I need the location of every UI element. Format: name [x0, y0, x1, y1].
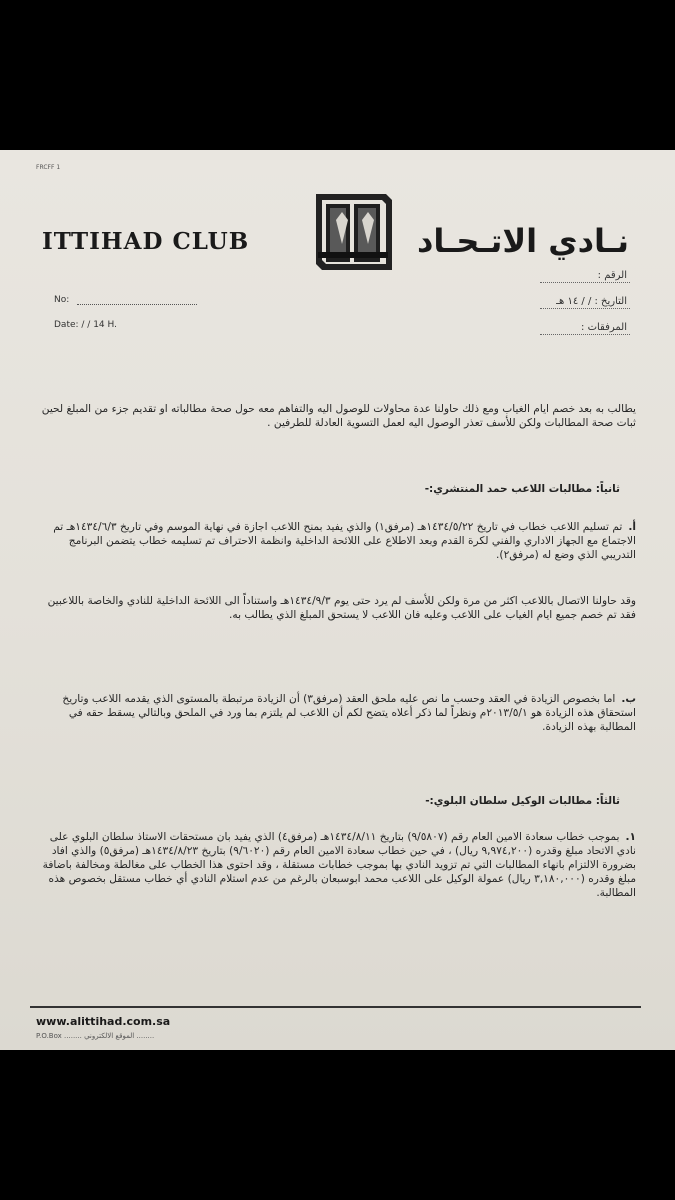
club-crest-icon — [308, 190, 394, 272]
item-a2-text: وقد حاولنا الاتصال باللاعب اكثر من مرة ولكن للأسف لم يرد حتى يوم ١٤٣٤/٩/٣هـ واستناداً الى اللائحة الداخلية للنادي والخاصة باللاعبين فقد تم خصم جميع ايام الغياب على اللاعب وعليه فان اللاعب لا يستحق المبلغ الذي يطالب به. — [47, 595, 636, 621]
item-1-text: بموجب خطاب سعادة الامين العام رقم (٩/٥٨٠٧) بتاريخ ١٤٣٤/٨/١١هـ (مرفق٤) الذي يفيد بان مستحقات الاستاذ سلطان البلوي على نادي الاتحاد مبلغ وقدره (٩,٩٧٤,٢٠٠ ريال) ، في حين خطاب سعادة الامين العام رقم (٩/٦٠٢٠) بتاريخ ١٤٣٤/٨/٢٣هـ (مرفق٥) والذي افاد بضرورة الالتزام بانهاء المطالبات التي تم تزويد النادي بها بموجب خطابات مستقلة ، وقد احتوى هذا الخطاب على مغالطة ومخالفة باضافة مبلغ وقدره (٣,١٨٠,٠٠٠ ريال) عمولة الوكيل على اللاعب محمد ابوسبعان بالرغم من عدم استلام النادي أي خطاب مستقل بخصوص هذه المطالبة. — [42, 831, 636, 899]
section-2-title: ثانياً: مطالبات اللاعب حمد المنتشري:- — [424, 483, 620, 495]
club-name-ar: نـادي الاتـحـاد — [416, 222, 629, 260]
attachments-field-ar: المرفقات : — [581, 322, 627, 333]
section-3-title: ثالثاً: مطالبات الوكيل سلطان البلوي:- — [425, 795, 620, 807]
item-a-continued — [38, 594, 636, 622]
intro-paragraph: يطالب به بعد خصم ايام الغياب ومع ذلك حاولنا عدة محاولات للوصول اليه والتفاهم معه حول صحة مطالباته او تقديم جزء من المبلغ لحين ثبات صحة المطالبات ولكن للأسف تعذر الوصول اليه لعمل التسوية العادلة للطرفين . — [41, 403, 636, 429]
item-a-number: أ. — [628, 521, 636, 533]
club-name-en: ITTIHAD CLUB — [42, 228, 250, 255]
item-a — [38, 520, 636, 562]
item-1-number: ١. — [625, 831, 636, 843]
footer-website: www.alittihad.com.sa — [36, 1015, 171, 1028]
letter-page — [0, 150, 675, 1050]
letter-date-field: Date: / / 14 H. — [54, 320, 117, 330]
footer-address: P.O.Box ........ الموقع الالكتروني ........ — [36, 1032, 155, 1040]
item-b-text: اما بخصوص الزيادة في العقد وحسب ما نص عليه ملحق العقد (مرفق٣) أن الزيادة مرتبطة بالمستوى الذي يقدمه اللاعب وتاريخ استحقاق هذه الزيادة هو ٢٠١٣/٥/١م ونظراً لما ذكر أعلاه يتضح لكم أن اللاعب لم يلتزم بما ورد في الملحق وبالتالي يسقط حقه في المطالبة بهذه الزيادة. — [62, 693, 636, 733]
page-tag: FRCFF 1 — [36, 164, 61, 171]
letter-number-field — [54, 295, 197, 305]
item-a-text: تم تسليم اللاعب خطاب في تاريخ ١٤٣٤/٥/٢٢هـ (مرفق١) والذي يفيد بمنح اللاعب اجازة في نهاية الموسم وفي تاريخ ١٤٣٤/٦/٣هـ تم الاجتماع مع الجهاز الاداري والفني لكرة القدم وبعد الاطلاع على اللائحة الداخلية وانظمة الاحتراف تم تسليمه خطاب يتضمن البرنامج التدريبي الذي وضع له (مرفق٢). — [53, 521, 636, 561]
item-1 — [38, 830, 636, 900]
date-field-ar: التاريخ : / / ١٤ هـ — [556, 296, 627, 307]
footer-divider — [30, 1006, 641, 1008]
ref-field-ar: الرقم : — [597, 270, 627, 281]
item-b — [38, 692, 636, 734]
number-label: No: — [54, 295, 70, 305]
item-b-number: ب. — [621, 693, 636, 705]
